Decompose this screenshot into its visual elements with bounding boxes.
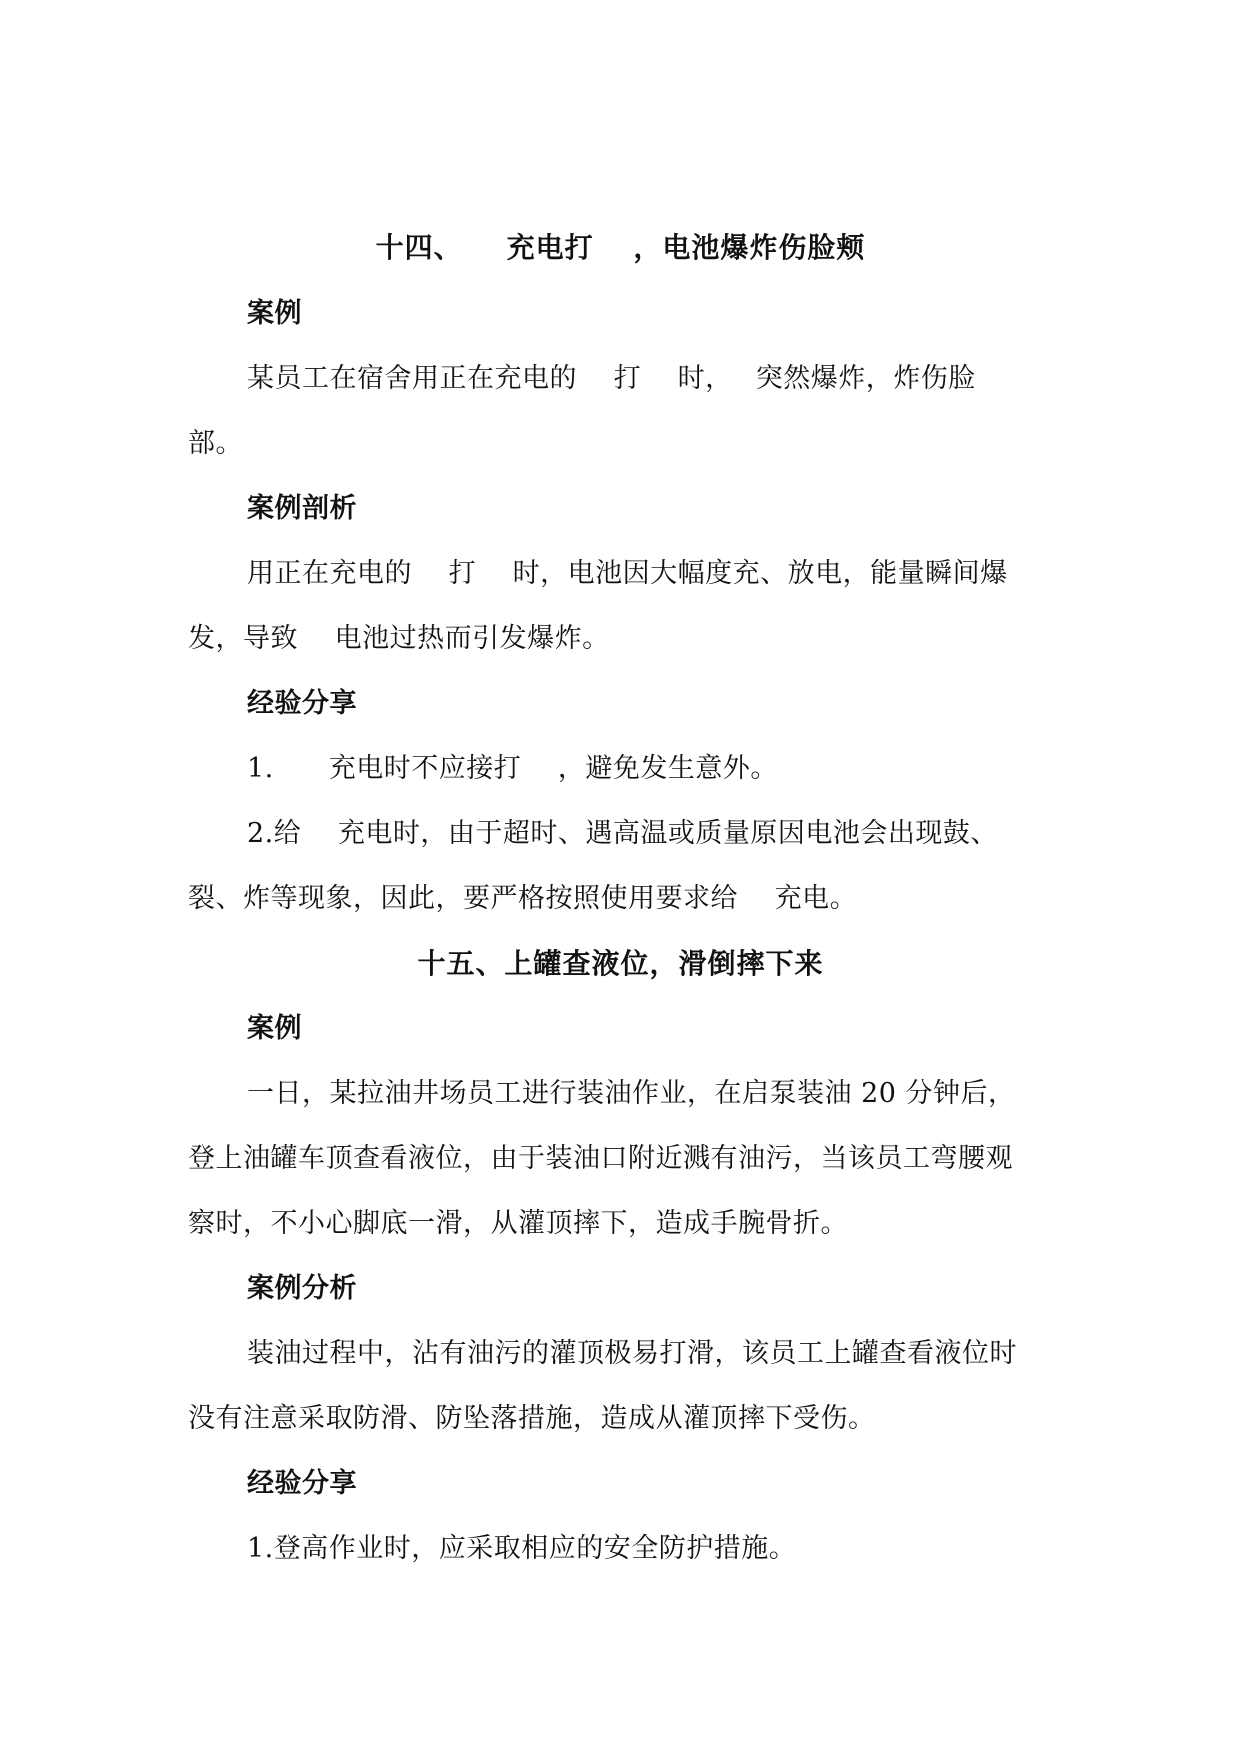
section-15-case-line-1: 一日，某拉油井场员工进行装油作业，在启泵装油 20 分钟后，	[247, 1078, 1016, 1109]
section-14-analysis-line-2: 发，导致 电池过热而引发爆炸。	[188, 623, 610, 654]
section-15-title: 十五、上罐查液位，滑倒摔下来	[417, 947, 824, 980]
section-15-share-line-1: 1.登高作业时，应采取相应的安全防护措施。	[247, 1533, 797, 1564]
section-14-case-line-1: 某员工在宿舍用正在充电的 打 时， 突然爆炸，炸伤脸	[247, 363, 976, 394]
section-14-analysis-line-1: 用正在充电的 打 时，电池因大幅度充、放电，能量瞬间爆	[247, 558, 1008, 589]
section-14-share-line-1: 1. 充电时不应接打 ，避免发生意外。	[247, 753, 778, 784]
section-14-share-line-3: 裂、炸等现象，因此，要严格按照使用要求给 充电。	[188, 883, 858, 914]
section-15-case-line-2: 登上油罐车顶查看液位，由于装油口附近溅有油污，当该员工弯腰观	[188, 1143, 1013, 1174]
section-14-title: 十四、 充电打 ，电池爆炸伤脸颊	[375, 231, 866, 264]
section-14-analysis-label: 案例剖析	[247, 493, 357, 524]
section-15-share-label: 经验分享	[247, 1468, 357, 1499]
section-15-case-line-3: 察时，不小心脚底一滑，从灌顶摔下，造成手腕骨折。	[188, 1208, 848, 1239]
section-14-share-line-2: 2.给 充电时，由于超时、遇高温或质量原因电池会出现鼓、	[247, 818, 998, 849]
section-15-analysis-label: 案例分析	[247, 1273, 357, 1304]
section-15-analysis-line-1: 装油过程中，沾有油污的灌顶极易打滑，该员工上罐查看液位时	[247, 1338, 1017, 1369]
section-14-case-label: 案例	[247, 298, 302, 329]
section-15-analysis-line-2: 没有注意采取防滑、防坠落措施，造成从灌顶摔下受伤。	[188, 1403, 876, 1434]
section-14-share-label: 经验分享	[247, 688, 357, 719]
section-14-case-line-2: 部。	[188, 428, 243, 459]
section-15-case-label: 案例	[247, 1013, 302, 1044]
